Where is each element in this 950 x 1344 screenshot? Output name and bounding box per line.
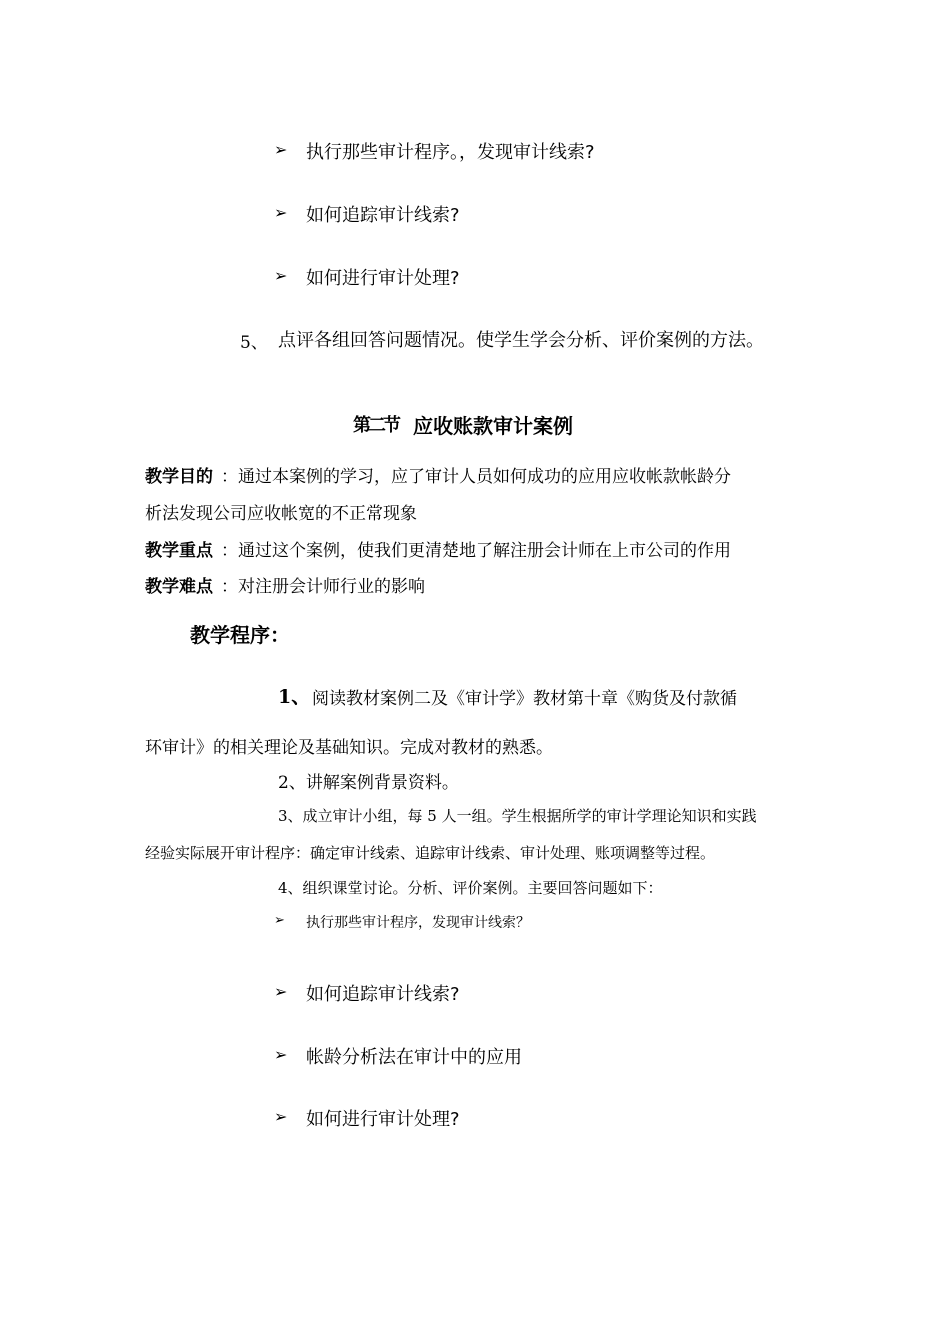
step1-text-continued: 环审计》的相关理论及基础知识。完成对教材的熟悉。 (145, 738, 553, 758)
bullet-arrow-icon: ➢ (274, 913, 285, 928)
list-item: 如何追踪审计线索? (306, 984, 460, 1005)
step3-text-continued: 经验实际展开审计程序：确定审计线索、追踪审计线索、审计处理、账项调整等过程。 (145, 844, 716, 862)
list-item: 如何进行审计处理? (306, 1109, 460, 1130)
step5-text: 点评各组回答问题情况。使学生学会分析、评价案例的方法。 (278, 330, 764, 351)
step3-text: 3、成立审计小组，每 5 人一组。学生根据所学的审计学理论知识和实践 (278, 807, 757, 825)
section-number: 第二节 (353, 415, 398, 436)
purpose-text: ：通过本案例的学习，应了审计人员如何成功的应用应收帐款帐龄分 (221, 467, 731, 487)
key-point-text: ：通过这个案例，使我们更清楚地了解注册会计师在上市公司的作用 (221, 541, 731, 561)
step1-text: 阅读教材案例二及《审计学》教材第十章《购货及付款循 (312, 689, 737, 709)
bullet-arrow-icon: ➢ (274, 203, 288, 222)
procedure-heading: 教学程序： (190, 623, 290, 647)
step4-text: 4、组织课堂讨论。分析、评价案例。主要回答问题如下： (278, 879, 663, 897)
difficulty-text: ：对注册会计师行业的影响 (221, 577, 425, 597)
section-title: 应收账款审计案例 (413, 414, 573, 438)
list-item: 执行那些审计程序。，发现审计线索? (306, 142, 595, 163)
step1-number: 1、 (278, 686, 311, 708)
purpose-label: 教学目的 (145, 467, 213, 487)
bullet-arrow-icon: ➢ (274, 1107, 288, 1126)
difficulty-label: 教学难点 (145, 577, 213, 597)
small-question: 执行那些审计程序，发现审计线索？ (306, 915, 530, 931)
step5-number: 5、 (240, 333, 268, 353)
purpose-text-continued: 析法发现公司应收帐宽的不正常现象 (145, 504, 417, 524)
list-item: 帐龄分析法在审计中的应用 (306, 1047, 522, 1068)
bullet-arrow-icon: ➢ (274, 140, 288, 159)
bullet-arrow-icon: ➢ (274, 982, 288, 1001)
list-item: 如何进行审计处理? (306, 268, 460, 289)
bullet-arrow-icon: ➢ (274, 1045, 288, 1064)
key-point-label: 教学重点 (145, 541, 213, 561)
list-item: 如何追踪审计线索? (306, 205, 460, 226)
step2-text: 2、讲解案例背景资料。 (278, 773, 459, 793)
bullet-arrow-icon: ➢ (274, 266, 288, 285)
